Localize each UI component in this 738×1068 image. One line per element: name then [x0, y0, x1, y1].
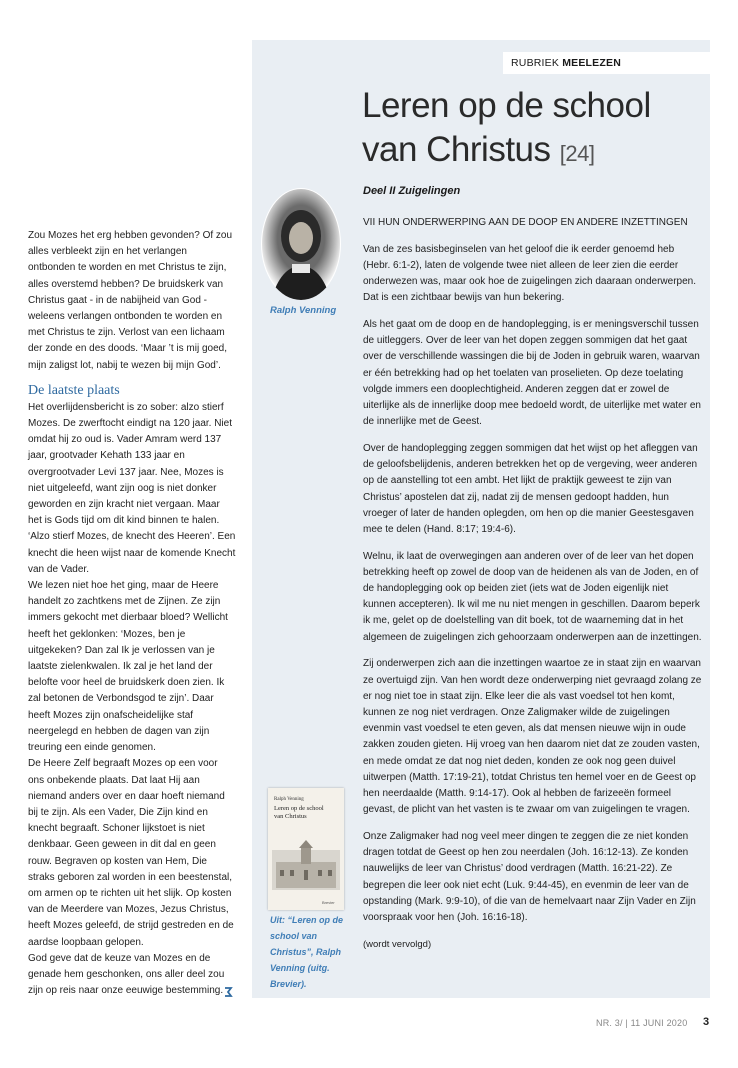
- portrait-icon: [261, 188, 341, 300]
- paragraph: Als het gaat om de doop en de handoplegging, is er meningsverschil tussen de uitleggers. Over de leer van het dopen zeggen sommigen dat het gaat over de verschillende wassingen die bij de Joden in gebruik waren, waarvan er één betrekking had op het toelaten van proselieten. Op deze toelating volgde immers een dooplechtigheid. Anderen zeggen dat er zowel de uiterlijke als de innerlijke doop mee bedoeld wordt, de uiterlijke met water en de innerlijke met de Geest.: [363, 319, 701, 428]
- book-title-2: van Christus: [274, 813, 307, 820]
- portrait-engraving: [261, 188, 341, 300]
- right-column: [363, 215, 703, 963]
- continued-note: (wordt vervolgd): [363, 938, 432, 950]
- paragraph: Welnu, ik laat de overwegingen aan anderen over of de leer van het dopen betrekking heeft op zowel de doop van de heidenen als van de Joden, en of de handoplegging ook op beiden ziet (iets wat de Joden eigenlijk niet kunnen accepteren). Ik wil me nu niet mengen in geschillen. Daarom beperk ik me, gelet op de doelstelling van dit boek, tot de waarneming dat in het algemeen de zuigelingen zich gehoorzaam onderwerpen aan de inzettingen.: [363, 550, 702, 643]
- issue-info: NR. 3/ | 11 JUNI 2020: [596, 1018, 688, 1028]
- page-number: 3: [703, 1016, 710, 1028]
- paragraph: We lezen niet hoe het ging, maar de Heere handelt zo zachtkens met de Zijnen. Ze zijn immers gekocht met dierbaar bloed? Wellicht heeft het geklonken: ‘Mozes, ben je uitgekeken? Dan zal Ik je verlossen van je laatste zielenkwalen. Ik zal je het land der belofte voor heel de bruidskerk doen zien. Ik zal betonen de Verbondsgod te zijn’. Daar heeft Mozes zijn onafscheidelijke staf neergelegd en hebben de dagen van zijn treuring een einde genomen.: [28, 580, 228, 754]
- paragraph: De Heere Zelf begraaft Mozes op een voor ons onbekende plaats. Dat laat Hij aan niemand anders over en daar hoeft niemand bij te zijn. Als een Vader, Die Zijn kind en knecht begraaft. Schoner lijkstoet is niet denkbaar. Geen geween in dit dal en geen rouw. Begraven op kosten van Hem, Die straks geboren zal worden in een beestenstal, om armen op te richten uit het slijk. Op kosten van de Meerdere van Mozes, Jezus Christus, heeft Mozes geleefd, de strijd gestreden en de aardse loopbaan gelopen.: [28, 758, 234, 948]
- book-author: Ralph Venning: [274, 797, 304, 802]
- title-number: [24]: [559, 141, 595, 166]
- section-name: MEELEZEN: [562, 57, 621, 69]
- end-mark-icon: [223, 987, 233, 997]
- book-title-1: Leren op de school: [274, 805, 324, 812]
- book-caption: Uit: “Leren op de school van Christus”, Ralph Venning (uitg. Brevier).: [270, 915, 344, 989]
- paragraph: Onze Zaligmaker had nog veel meer dingen te zeggen die ze niet konden dragen totdat de Geest op hen zou neerdalen (Joh. 16:12-13). Ze konden nauwelijks de leer van Christus’ dood verdragen (Matth. 16:21-22). Ze begrepen die leer ook niet echt (Luk. 9:44-45), en evenmin de leer van de opstanding (Mark. 9:9-10), of die van de hemelvaart naar Zijn Vader en Zijn voorspraak voor hen (Joh. 16:16-18).: [363, 830, 696, 923]
- section-label: [503, 52, 710, 74]
- subheading: De laatste plaats: [28, 382, 120, 398]
- paragraph: Zij onderwerpen zich aan die inzettingen waartoe ze in staat zijn en waarvan ze overtuigd zijn. Van hen wordt deze onderwerping niet gevraagd zolang ze er nog niet toe in staat zijn. Elke leer die als vast voedsel tot hen komt, kunnen ze nog niet verdragen. Onze Zaligmaker wilde de zuigelingen evenmin vast voedsel te eten geven, als dat mensen nieuwe wijn in oude zakken zouden gieten. Hij vroeg van hen daarom niet dat ze zouden vasten, en mede omdat ze dat nog niet deden, konden ze ook nog geen duivel uitwerpen (Matth. 17:19-21), totdat Christus ten hemel voer en de Geest op hen neerdaalde (Matth. 9:14-17). Ook al hebben de farizeeën formeel gevast, de plicht van het vasten is te zwaar om van zuigelingen te vragen.: [363, 658, 702, 816]
- article-title: [362, 84, 702, 176]
- paragraph: Van de zes basisbeginselen van het geloof die ik eerder genoemd heb (Hebr. 6:1-2), laten de volgende twee niet alleen de leer zien die eerder onderwezen was, maar ook hoe de zuigelingen zich daaraan onderwerpen. Dat is een zichtbaar bewijs van hun bekering.: [363, 243, 696, 304]
- chapter-subheading: VII HUN ONDERWERPING AAN DE DOOP EN ANDERE INZETTINGEN: [363, 217, 688, 228]
- paragraph: God geve dat de keuze van Mozes en de genade hem geschonken, ons aller deel zou zijn op reis naar onze eeuwige bestemming.: [28, 952, 225, 997]
- part-heading: Deel II Zuigelingen: [363, 185, 461, 197]
- title-line-2: van Christus: [362, 130, 551, 169]
- left-column: [28, 228, 236, 999]
- title-line-1: Leren op de school: [362, 86, 651, 125]
- book-cover-icon: [268, 788, 344, 910]
- paragraph: Het overlijdensbericht is zo sober: alzo stierf Mozes. De zwerftocht eindigt na 120 jaar. Niet omdat hij zo oud is. Vader Amram werd 137 jaar, grootvader Kehath 133 jaar en overgrootvader Levi 137 jaar. Nee, Mozes is niet uitgeleefd, want zijn oog is niet donker geworden en zijn kracht niet vergaan. Maar het is Gods tijd om dit kind binnen te halen. ‘Alzo stierf Mozes, de knecht des Heeren’. Een knecht die heen wijst naar de komende Knecht van de Vader.: [28, 401, 236, 575]
- portrait-caption: Ralph Venning: [270, 305, 337, 316]
- section-prefix: RUBRIEK: [511, 57, 560, 69]
- paragraph: Zou Mozes het erg hebben gevonden? Of zou alles verbleekt zijn en het verlangen ontbonden te worden en met Christus te zijn, alles overstemd hebben? De bruidskerk van Christus gaat - in de nabijheid van God - weleens verlangen ontbonden te worden en met Christus te zijn. Verlost van een lichaam der zonde en des doods. ‘Maar ’t is mij goed, mijn zaligst lot, nabij te wezen bij mijn God’.: [28, 230, 233, 371]
- paragraph: Over de handoplegging zeggen sommigen dat het wijst op het afleggen van de geloofsbelijdenis, anderen betrekken het op de vergeving, weer anderen op de aanstelling tot een ambt. Het lijkt de praktijk geweest te zijn van Christus’ apostelen dat zij, nadat zij de mensen gedoopt hadden, hun vroeger of later de handen oplegden, om hen op die manier Geestesgaven mee te delen (Hand. 8:17; 19:4-6).: [363, 442, 698, 535]
- book-publisher: Brevier: [322, 900, 335, 905]
- book-cover: [268, 788, 344, 910]
